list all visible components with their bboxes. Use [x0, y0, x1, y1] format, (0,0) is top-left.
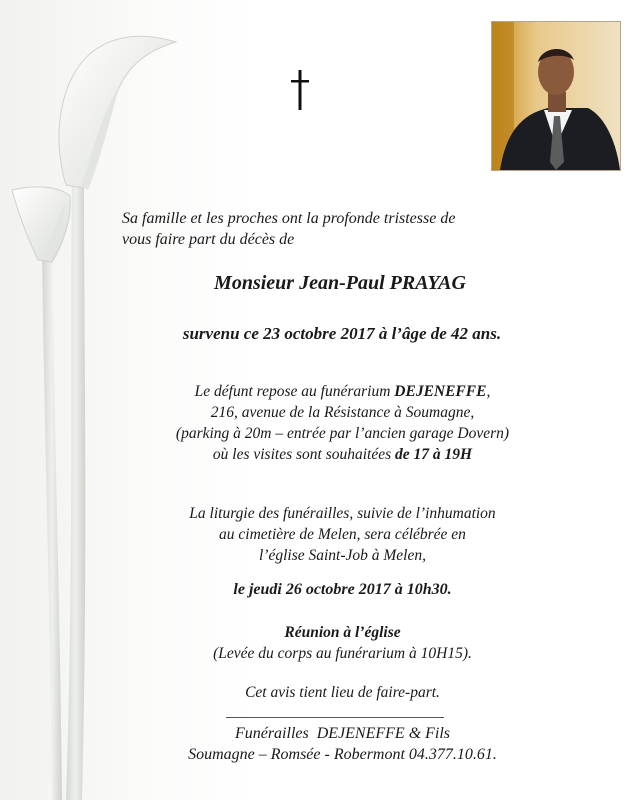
visitation-text: Le défunt repose au funérarium	[194, 383, 395, 400]
meeting-detail: (Levée du corps au funérarium à 10H15).	[213, 645, 472, 662]
liturgy-line: La liturgie des funérailles, suivie de l’inhumation	[189, 505, 496, 522]
meeting-title	[140, 622, 545, 643]
ceremony-date: le jeudi 26 octobre 2017 à 10h30.	[233, 581, 452, 598]
notice-text: Cet avis tient lieu de faire-part.	[245, 684, 440, 701]
intro-line: Sa famille et les proches ont la profonde tristesse de	[122, 210, 456, 227]
meeting-info	[140, 622, 545, 664]
intro-text	[122, 208, 522, 250]
visitation-text: où les visites sont souhaitées	[212, 446, 396, 463]
visitation-punct: ,	[486, 383, 491, 400]
liturgy-info	[140, 503, 545, 566]
visitation-line-4	[140, 444, 545, 465]
intro-line: vous faire part du décès de	[122, 231, 295, 248]
visitation-parking: (parking à 20m – entrée par l’ancien garage Dovern)	[175, 425, 510, 442]
liturgy-line: au cimetière de Melen, sera célébrée en	[219, 526, 466, 543]
funeral-home-name: DEJENEFFE	[394, 383, 487, 400]
deceased-name: Monsieur Jean-Paul PRAYAG	[214, 272, 466, 294]
funeral-home-footer	[140, 723, 545, 765]
liturgy-line: l’église Saint-Job à Melen,	[258, 547, 426, 564]
meeting-title-text: Réunion à l’église	[284, 624, 401, 641]
visitation-info	[140, 381, 545, 465]
visitation-address: 216, avenue de la Résistance à Soumagne,	[210, 404, 475, 421]
latin-cross-icon	[288, 70, 312, 110]
funeral-home-contact: Soumagne – Romsée - Robermont 04.377.10.61.	[188, 746, 497, 763]
funeral-home-line: Funérailles DEJENEFFE & Fils	[234, 725, 451, 742]
death-date-line: survenu ce 23 octobre 2017 à l’âge de 42 ans.	[182, 324, 502, 343]
visitation-line-1	[140, 381, 545, 402]
divider	[226, 717, 444, 718]
portrait-photo	[491, 21, 621, 171]
visitation-hours: de 17 à 19H	[395, 446, 473, 463]
